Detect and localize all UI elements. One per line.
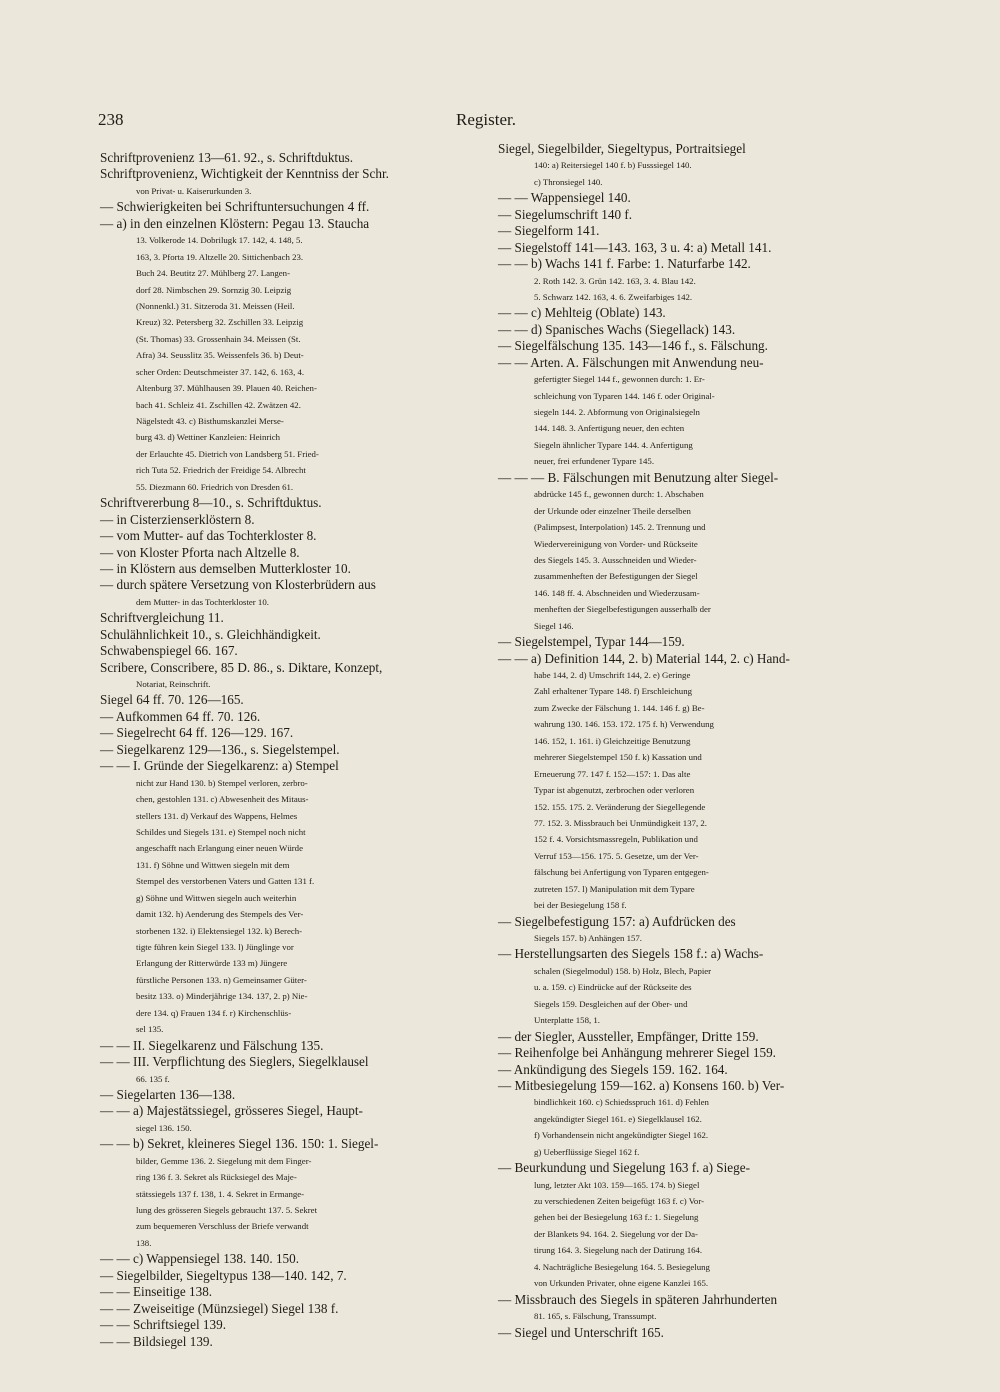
index-entry-line: — Missbrauch des Siegels in späteren Jahrhunderten: [498, 1291, 778, 1307]
index-entry-line: (Palimpsest, Interpolation) 145. 2. Trennung und: [534, 522, 706, 533]
index-entry-line: Altenburg 37. Mühlhausen 39. Plauen 40. Reichen-: [136, 383, 317, 394]
index-entry-line: Verruf 153—156. 175. 5. Gesetze, um der Ver-: [534, 850, 699, 861]
index-entry-line: Nägelstedt 43. c) Bisthumskanzlei Merse-: [136, 416, 284, 426]
index-entry-line: — Siegelfälschung 135. 143—146 f., s. Fälschung.: [498, 338, 768, 354]
index-entry-line: g) Ueberflüssige Siegel 162 f.: [534, 1146, 640, 1157]
index-column-left: [100, 150, 478, 1350]
index-entry-line: mehrerer Siegelstempel 150 f. k) Kassation und: [534, 752, 702, 763]
index-entry-line: zutreten 157. l) Manipulation mit dem Typare: [534, 883, 695, 894]
index-entry-line: — Siegelbefestigung 157: a) Aufdrücken des: [498, 913, 736, 929]
index-entry-line: 81. 165, s. Fälschung, Transsumpt.: [534, 1311, 657, 1322]
index-entry-line: der Erlauchte 45. Dietrich von Landsberg 51. Fried-: [136, 448, 319, 459]
index-entry-line: — Siegelstempel, Typar 144—159.: [498, 634, 685, 650]
index-entry-line: — Siegelkarenz 129—136., s. Siegelstempel.: [100, 741, 340, 757]
index-entry-line: storbenen 132. i) Elektensiegel 132. k) Berech-: [136, 925, 303, 936]
index-entry-line: Schulähnlichkeit 10., s. Gleichhändigkeit.: [100, 626, 321, 642]
index-entry-line: — Siegelrecht 64 ff. 126—129. 167.: [100, 725, 294, 741]
index-entry-line: — in Klöstern aus demselben Mutterkloster 10.: [100, 560, 351, 576]
index-entry-line: angeschafft nach Erlangung einer neuen Würde: [136, 843, 303, 854]
index-entry-line: Afra) 34. Seusslitz 35. Weissenfels 36. b) Deut-: [136, 350, 304, 361]
index-entry-line: — — Arten. A. Fälschungen mit Anwendung neu-: [498, 354, 764, 370]
index-entry-line: (St. Thomas) 33. Grossenhain 34. Meissen (St.: [136, 333, 301, 344]
index-entry-line: Siegels 159. Desgleichen auf der Ober- und: [534, 998, 688, 1009]
index-entry-line: Erlangung der Ritterwürde 133 m) Jüngere: [136, 958, 288, 969]
index-entry-line: 2. Roth 142. 3. Grün 142. 163, 3. 4. Blau 142.: [534, 275, 696, 286]
index-entry-line: — Siegelarten 136—138.: [100, 1086, 236, 1102]
index-entry-line: Schriftvergleichung 11.: [100, 610, 224, 626]
index-entry-line: — Siegelstoff 141—143. 163, 3 u. 4: a) Metall 141.: [498, 239, 772, 255]
index-entry-line: bei der Besiegelung 158 f.: [534, 900, 627, 911]
index-entry-line: — der Siegler, Aussteller, Empfänger, Dritte 159.: [498, 1028, 759, 1044]
index-entry-line: — — a) Majestätssiegel, grösseres Siegel, Haupt-: [100, 1103, 363, 1119]
running-head: Register.: [456, 110, 516, 129]
index-entry-line: dorf 28. Nimbschen 29. Sornzig 30. Leipzig: [136, 284, 292, 295]
index-entry-line: gefertigter Siegel 144 f., gewonnen durch: 1. Er-: [534, 374, 705, 385]
index-entry-line: ring 136 f. 3. Sekret als Rücksiegel des Maje-: [136, 1172, 297, 1183]
index-entry-line: — — Wappensiegel 140.: [498, 190, 631, 206]
index-entry-line: fälschung bei Anfertigung von Typaren entgegen-: [534, 867, 709, 878]
index-entry-line: von Urkunden Privater, ohne eigene Kanzlei 165.: [534, 1278, 709, 1289]
index-entry-line: Siegeln ähnlicher Typare 144. 4. Anfertigung: [534, 439, 693, 450]
index-entry-line: neuer, frei erfundener Typare 145.: [534, 456, 655, 467]
index-entry-line: 66. 135 f.: [136, 1073, 170, 1084]
index-entry-line: f) Vorhandensein nicht angekündigter Siegel 162.: [534, 1130, 709, 1141]
index-entry-line: 4. Nachträgliche Besiegelung 164. 5. Besiegelung: [534, 1261, 710, 1272]
index-entry-line: (Nonnenkl.) 31. Sitzeroda 31. Meissen (Heil.: [136, 300, 295, 311]
index-entry-line: 140: a) Reitersiegel 140 f. b) Fusssiegel 140.: [534, 160, 692, 171]
index-entry-line: Siegel 64 ff. 70. 126—165.: [100, 692, 244, 708]
index-entry-line: — Schwierigkeiten bei Schriftuntersuchungen 4 ff.: [100, 199, 370, 215]
index-entry-line: — — c) Wappensiegel 138. 140. 150.: [100, 1251, 300, 1267]
index-entry-line: rich Tuta 52. Friedrich der Freidige 54. Albrecht: [136, 465, 306, 476]
index-entry-line: abdrücke 145 f., gewonnen durch: 1. Abschaben: [534, 489, 704, 500]
index-entry-line: — — III. Verpflichtung des Sieglers, Siegelklausel: [100, 1054, 369, 1070]
index-entry-line: 146. 152, 1. 161. i) Gleichzeitige Benutzung: [534, 735, 691, 746]
index-entry-line: bach 41. Schleiz 41. Zschillen 42. Zwätzen 42.: [136, 399, 301, 410]
index-entry-line: — — b) Sekret, kleineres Siegel 136. 150: 1. Siegel-: [100, 1136, 379, 1152]
index-entry-line: burg 43. d) Wettiner Kanzleien: Heinrich: [136, 432, 281, 443]
index-entry-line: — — Einseitige 138.: [100, 1284, 213, 1300]
index-entry-line: scher Orden: Deutschmeister 37. 142, 6. 163, 4.: [136, 366, 305, 377]
index-entry-line: Erneuerung 77. 147 f. 152—157: 1. Das alte: [534, 768, 691, 779]
index-entry-line: Zahl erhaltener Typare 148. f) Erschleichung: [534, 686, 692, 697]
index-entry-line: — — b) Wachs 141 f. Farbe: 1. Naturfarbe 142.: [498, 256, 751, 272]
index-entry-line: sel 135.: [136, 1024, 164, 1035]
index-entry-line: Scribere, Conscribere, 85 D. 86., s. Diktare, Konzept,: [100, 659, 383, 675]
index-entry-line: gehen bei der Besiegelung 163 f.: 1. Siegelung: [534, 1212, 699, 1223]
index-entry-line: schalen (Siegelmodul) 158. b) Holz, Blech, Papier: [534, 965, 712, 976]
index-entry-line: 152 f. 4. Vorsichtsmassregeln, Publikation und: [534, 834, 698, 845]
index-entry-line: zusammenheften der Befestigungen der Siegel: [534, 571, 698, 582]
index-entry-line: Schriftvererbung 8—10., s. Schriftduktus.: [100, 495, 322, 511]
index-entry-line: siegel 136. 150.: [136, 1122, 192, 1133]
index-entry-line: damit 132. h) Aenderung des Stempels des Ver-: [136, 909, 304, 920]
index-entry-line: habe 144, 2. d) Umschrift 144, 2. e) Geringe: [534, 670, 691, 680]
index-entry-line: Buch 24. Beutitz 27. Mühlberg 27. Langen-: [136, 268, 291, 279]
index-entry-line: — Aufkommen 64 ff. 70. 126.: [100, 708, 261, 724]
index-entry-line: — in Cisterzienserklöstern 8.: [100, 511, 255, 527]
index-entry-line: — — I. Gründe der Siegelkarenz: a) Stempel: [100, 758, 339, 774]
index-entry-line: 13. Volkerode 14. Dobrilugk 17. 142, 4. 148, 5.: [136, 235, 303, 246]
index-entry-line: Schildes und Siegels 131. e) Stempel noch nicht: [136, 826, 306, 837]
index-entry-line: 77. 152. 3. Missbrauch bei Unmündigkeit 137, 2.: [534, 817, 707, 828]
index-entry-line: — Siegel und Unterschrift 165.: [498, 1324, 664, 1340]
index-entry-line: zum bequemeren Verschluss der Briefe verwandt: [136, 1221, 309, 1232]
index-entry-line: von Privat- u. Kaiserurkunden 3.: [136, 185, 252, 196]
index-entry-line: — vom Mutter- auf das Tochterkloster 8.: [100, 528, 317, 544]
index-entry-line: Schriftprovenienz, Wichtigkeit der Kenntniss der Schr.: [100, 166, 389, 182]
index-entry-line: — — c) Mehlteig (Oblate) 143.: [498, 305, 666, 321]
index-entry-line: 5. Schwarz 142. 163, 4. 6. Zweifarbiges 142.: [534, 291, 693, 302]
index-entry-line: bindlichkeit 160. c) Schiedsspruch 161. d) Fehlen: [534, 1097, 709, 1108]
index-entry-line: angekündigter Siegel 161. e) Siegelklausel 162.: [534, 1113, 702, 1124]
index-entry-line: dem Mutter- in das Tochterkloster 10.: [136, 596, 269, 607]
index-entry-line: c) Thronsiegel 140.: [534, 176, 603, 187]
index-entry-line: — Reihenfolge bei Anhängung mehrerer Siegel 159.: [498, 1045, 776, 1061]
index-entry-line: — — Bildsiegel 139.: [100, 1333, 213, 1349]
index-entry-line: — von Kloster Pforta nach Altzelle 8.: [100, 544, 300, 560]
index-entry-line: — — d) Spanisches Wachs (Siegellack) 143.: [498, 321, 736, 337]
index-entry-line: zu verschiedenen Zeiten beigefügt 163 f. c) Vor-: [534, 1196, 704, 1206]
index-entry-line: — Mitbesiegelung 159—162. a) Konsens 160. b) Ver-: [498, 1077, 785, 1093]
index-entry-line: — Siegelform 141.: [498, 223, 600, 239]
index-entry-line: — Ankündigung des Siegels 159. 162. 164.: [498, 1061, 728, 1077]
index-entry-line: stellers 131. d) Verkauf des Wappens, Helmes: [136, 810, 298, 821]
index-entry-line: — — a) Definition 144, 2. b) Material 144, 2. c) Hand-: [498, 650, 790, 666]
index-entry-line: — — II. Siegelkarenz und Fälschung 135.: [100, 1037, 324, 1053]
index-entry-line: — durch spätere Versetzung von Klosterbrüdern aus: [100, 577, 376, 593]
index-entry-line: zum Zwecke der Fälschung 1. 144. 146 f. g) Be-: [534, 702, 705, 713]
index-entry-line: besitz 133. o) Minderjährige 134. 137, 2. p) Nie-: [136, 991, 308, 1002]
index-entry-line: 163, 3. Pforta 19. Altzelle 20. Sittichenbach 23.: [136, 251, 304, 262]
index-entry-line: siegeln 144. 2. Abformung von Originalsiegeln: [534, 407, 700, 417]
index-entry-line: nicht zur Hand 130. b) Stempel verloren, zerbro-: [136, 777, 308, 788]
index-entry-line: 144. 148. 3. Anfertigung neuer, den echten: [534, 423, 685, 434]
index-entry-line: des Siegels 145. 3. Ausschneiden und Wieder-: [534, 554, 697, 565]
index-entry-line: Notariat, Reinschrift.: [136, 679, 211, 689]
index-entry-line: menheften der Siegelbefestigungen ausserhalb der: [534, 604, 711, 615]
index-entry-line: lung des grösseren Siegels gebraucht 137. 5. Sekret: [136, 1205, 318, 1215]
page-number: 238: [98, 110, 124, 129]
index-entry-line: bilder, Gemme 136. 2. Siegelung mit dem Finger-: [136, 1155, 312, 1166]
index-entry-line: der Blankets 94. 164. 2. Siegelung vor der Da-: [534, 1228, 698, 1239]
index-entry-line: Siegels 157. b) Anhängen 157.: [534, 933, 642, 943]
index-entry-line: — Siegelumschrift 140 f.: [498, 206, 633, 222]
index-entry-line: stätssiegels 137 f. 138, 1. 4. Sekret in Ermange-: [136, 1188, 305, 1199]
index-entry-line: der Urkunde oder einzelner Theile derselben: [534, 505, 691, 516]
index-column-right: [498, 141, 883, 1341]
index-entry-line: wahrung 130. 146. 153. 172. 175 f. h) Verwendung: [534, 719, 714, 730]
index-entry-line: 146. 148 ff. 4. Abschneiden und Wiederzusam-: [534, 587, 700, 598]
index-entry-line: — — — B. Fälschungen mit Benutzung alter Siegel-: [498, 469, 779, 485]
index-entry-line: 55. Diezmann 60. Friedrich von Dresden 61.: [136, 481, 294, 492]
index-entry-line: dere 134. q) Frauen 134 f. r) Kirchenschlüs-: [136, 1007, 292, 1018]
index-entry-line: 152. 155. 175. 2. Veränderung der Siegellegende: [534, 801, 706, 812]
index-entry-line: — Herstellungsarten des Siegels 158 f.: a) Wachs-: [498, 946, 764, 962]
index-entry-line: fürstliche Personen 133. n) Gemeinsamer Güter-: [136, 974, 307, 985]
index-entry-line: Siegel 146.: [534, 620, 574, 631]
index-entry-line: Schwabenspiegel 66. 167.: [100, 643, 238, 659]
index-entry-line: schleichung von Typaren 144. 146 f. oder Original-: [534, 390, 715, 401]
index-entry-line: — Beurkundung und Siegelung 163 f. a) Siege-: [498, 1160, 750, 1176]
index-entry-line: Siegel, Siegelbilder, Siegeltypus, Portraitsiegel: [498, 141, 746, 156]
index-entry-line: 131. f) Söhne und Wittwen siegeln mit dem: [136, 859, 290, 870]
index-entry-line: Typar ist abgenutzt, zerbrochen oder verloren: [534, 785, 695, 796]
index-entry-line: — — Zweiseitige (Münzsiegel) Siegel 138 f.: [100, 1300, 339, 1316]
index-entry-line: — — Schriftsiegel 139.: [100, 1317, 226, 1333]
index-entry-line: Schriftprovenienz 13—61. 92., s. Schriftduktus.: [100, 150, 354, 165]
index-entry-line: tigte führen kein Siegel 133. l) Jünglinge vor: [136, 942, 294, 952]
index-entry-line: lung, letzter Akt 103. 159—165. 174. b) Siegel: [534, 1179, 700, 1190]
index-entry-line: 138.: [136, 1237, 152, 1248]
index-entry-line: u. a. 159. c) Eindrücke auf der Rückseite des: [534, 982, 692, 993]
index-entry-line: — Siegelbilder, Siegeltypus 138—140. 142, 7.: [100, 1267, 347, 1283]
index-entry-line: Kreuz) 32. Petersberg 32. Zschillen 33. Leipzig: [136, 317, 304, 328]
index-entry-line: — a) in den einzelnen Klöstern: Pegau 13. Staucha: [100, 215, 370, 231]
index-entry-line: tirung 164. 3. Siegelung nach der Datirung 164.: [534, 1245, 703, 1256]
index-entry-line: g) Söhne und Wittwen siegeln auch weiterhin: [136, 892, 297, 903]
index-entry-line: Unterplatte 158, 1.: [534, 1015, 600, 1026]
index-entry-line: Wiedervereinigung von Vorder- und Rückseite: [534, 538, 698, 549]
index-entry-line: chen, gestohlen 131. c) Abwesenheit des Mitaus-: [136, 794, 309, 805]
index-entry-line: Stempel des verstorbenen Vaters und Gatten 131 f.: [136, 876, 315, 887]
